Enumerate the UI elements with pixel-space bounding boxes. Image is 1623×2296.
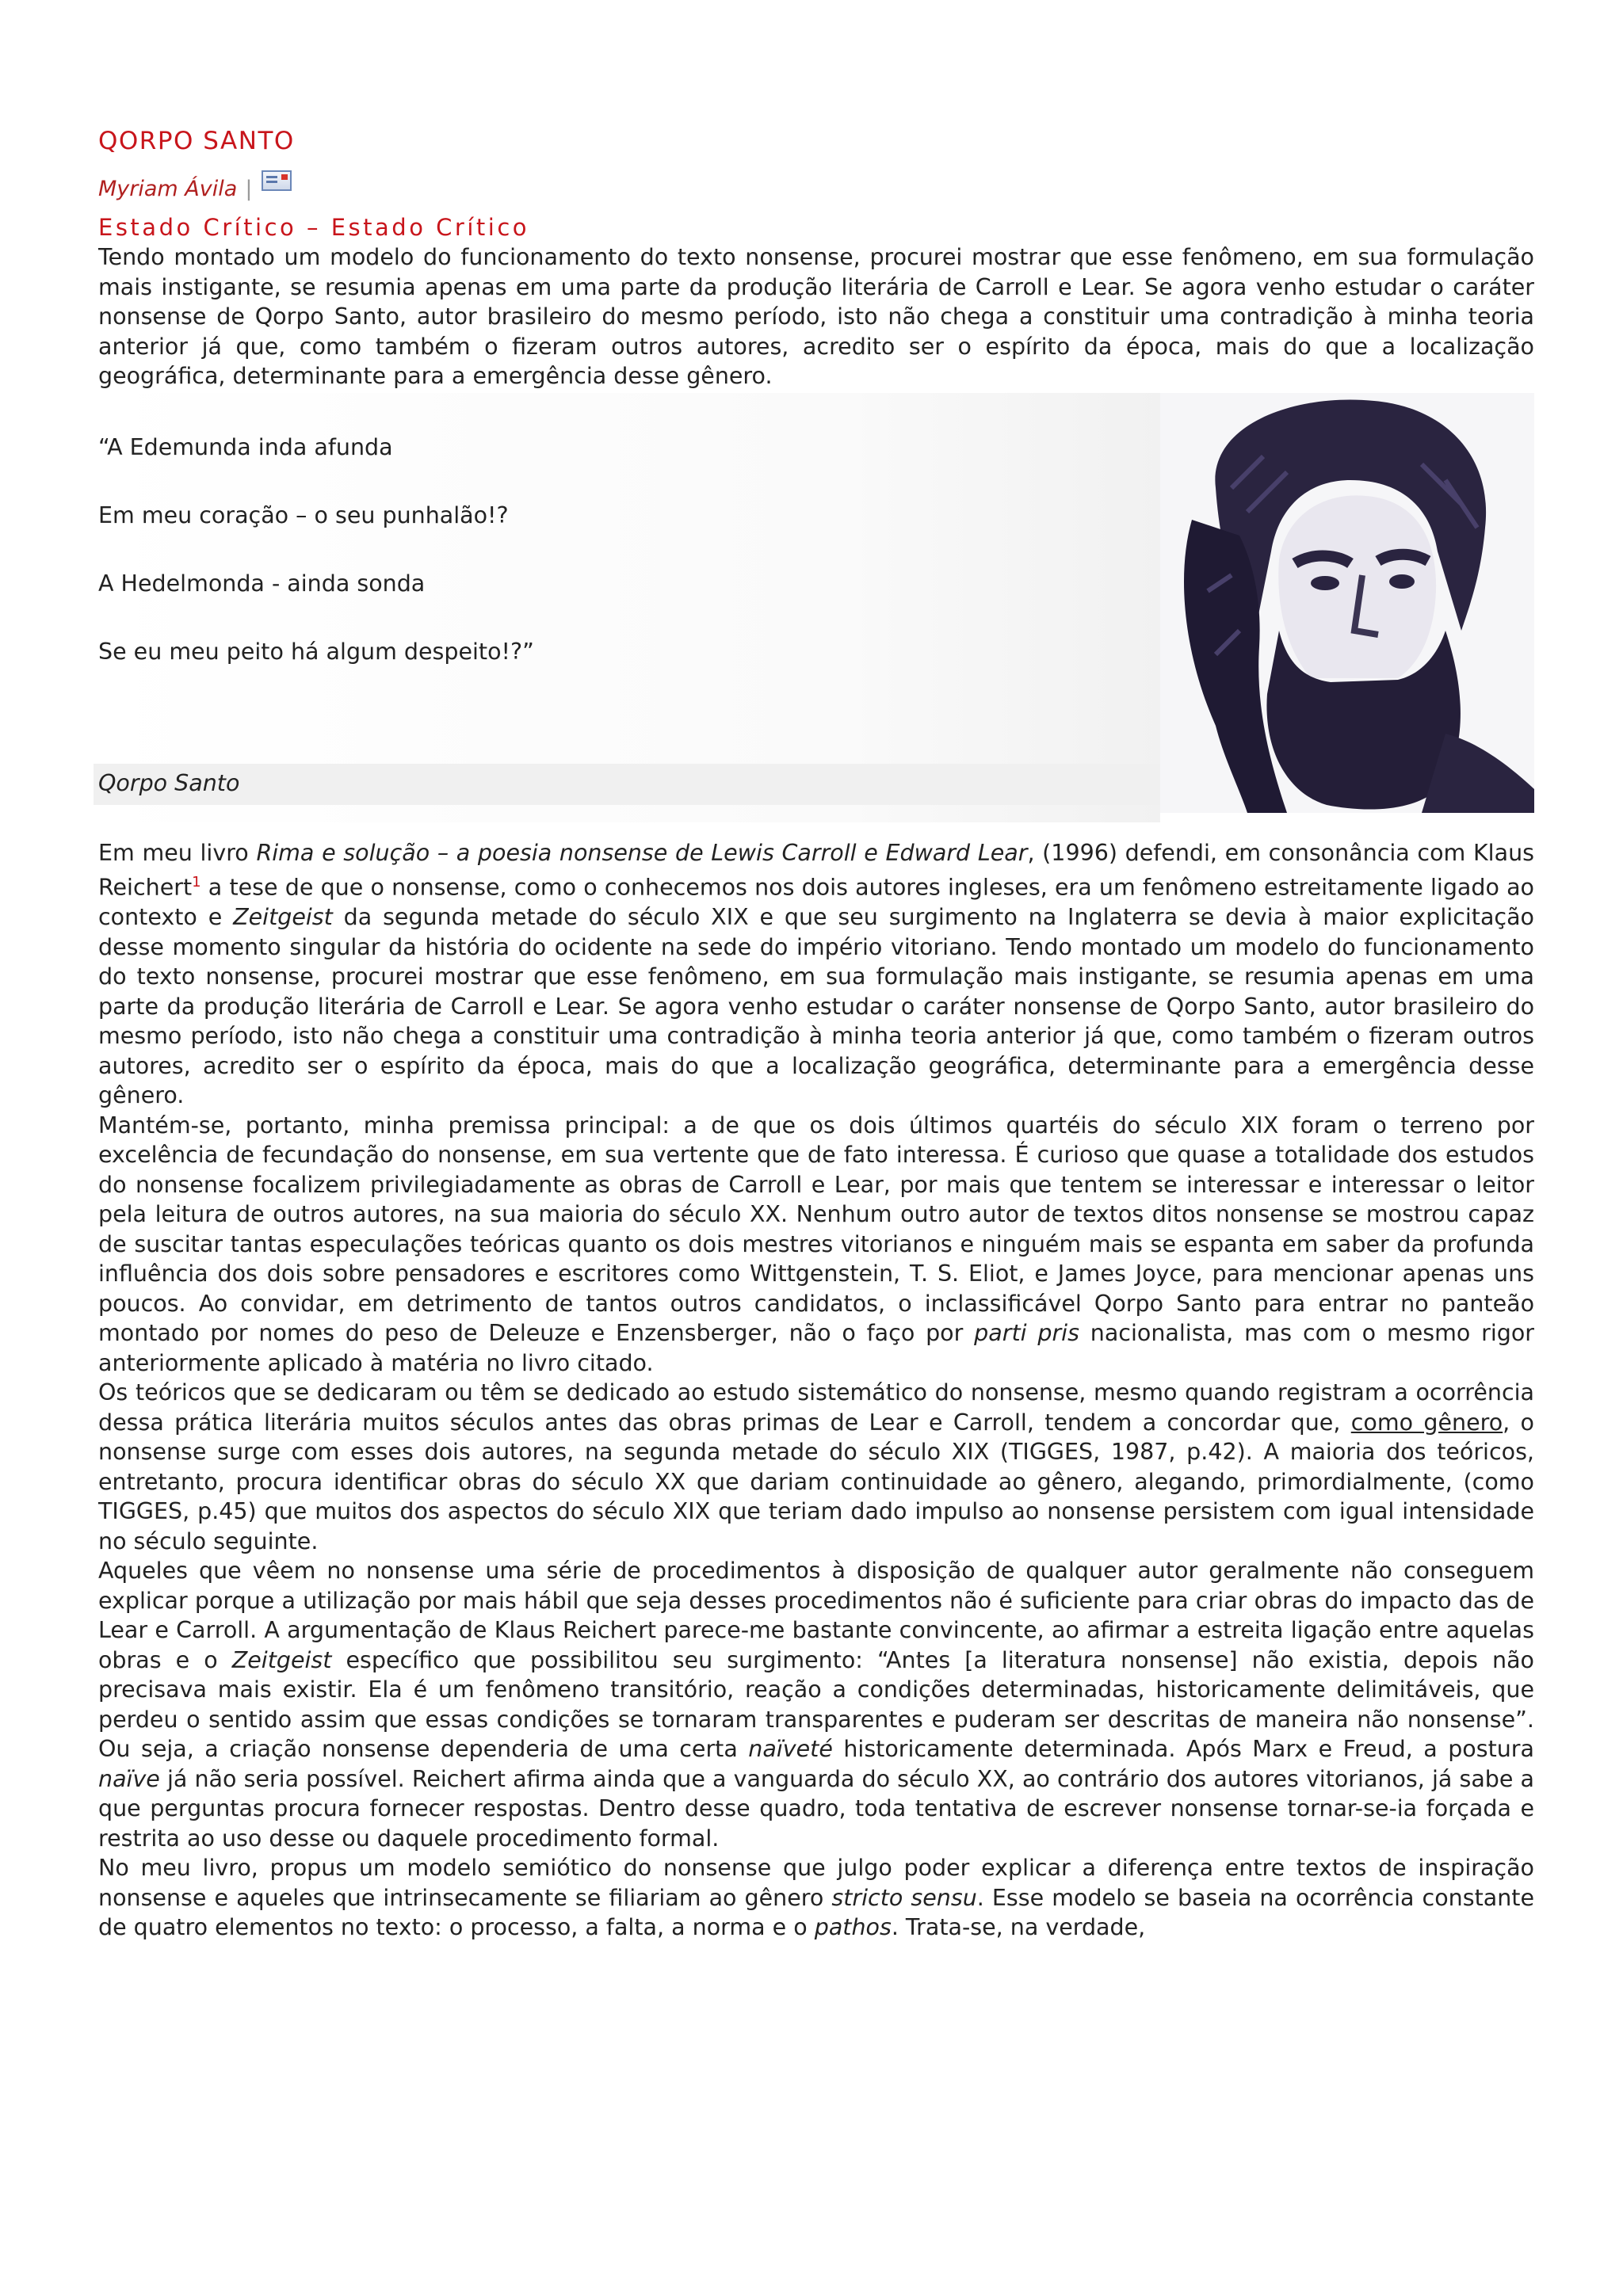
paragraph-5: No meu livro, propus um modelo semiótico do nonsense que julgo poder explicar a diferença entre textos de inspiração nonsense e aqueles que intrinsecamente se filiariam ao gênero stricto sensu. Esse modelo se baseia na ocorrência constante de quatro elementos no texto: o processo, a falta, a norma e o pathos. Trata-se, na verdade,	[98, 1855, 1534, 1940]
poem-block	[98, 393, 1534, 822]
paragraph-2: Mantém-se, portanto, minha premissa principal: a de que os dois últimos quartéis do século XIX foram o terreno por excelência de fecundação do nonsense, em sua vertente que de fato interessa. É curioso que quase a totalidade dos estudos do nonsense focalizem privilegiadamente as obras de Carroll e Lear, por mais que tentem se interessar e interessar o leitor pela leitura de outros autores, na sua maioria do século XX. Nenhum outro autor de textos ditos nonsense se mostrou capaz de suscitar tantas especulações teóricas quanto os dois mestres vitorianos e ninguém mais se espanta em saber da profunda influência dos dois sobre pensadores e escritores como Wittgenstein, T. S. Eliot, e James Joyce, para mencionar apenas uns poucos. Ao convidar, em detrimento de tantos outros candidatos, o inclassificável Qorpo Santo para entrar no panteão montado por nomes do peso de Deleuze e Enzensberger, não o faço por parti pris nacionalista, mas com o mesmo rigor anteriormente aplicado à matéria no livro citado.	[98, 1112, 1534, 1376]
underlined-term: como gênero	[1350, 1409, 1503, 1436]
author-separator: |	[245, 176, 253, 201]
book-title: Rima e solução – a poesia nonsense de Lewis Carroll e Edward Lear	[256, 839, 1028, 866]
section-label: Estado Crítico – Estado Crítico	[98, 214, 530, 241]
poem-line: Se eu meu peito há algum despeito!?”	[98, 638, 534, 665]
email-icon[interactable]	[262, 170, 292, 191]
paragraph-1: Em meu livro Rima e solução – a poesia nonsense de Lewis Carroll e Edward Lear, (1996) defendi, em consonância com Klaus Reichert$^1$ a tese de que o nonsense, como o conhecemos nos dois autores ingleses, era um fenômeno estreitamente ligado ao contexto e Zeitgeist da segunda metade do século XIX e que seu surgimento na Inglaterra se devia à maior explicitação desse momento singular da história do ocidente na sede do império vitoriano. Tendo montado um modelo do funcionamento do texto nonsense, procurei mostrar que esse fenômeno, em sua formulação mais instigante, se resumia apenas em uma parte da produção literária de Carroll e Lear. Se agora venho estudar o caráter nonsense de Qorpo Santo, autor brasileiro do mesmo período, isto não chega a constituir uma contradição à minha teoria anterior já que, como também o fizeram outros autores, acredito ser o espírito da época, mais do que a localização geográfica, determinante para a emergência desse gênero.	[98, 839, 1534, 1108]
poem-line: “A Edemunda inda afunda	[98, 433, 393, 460]
caption-bar	[94, 764, 1160, 805]
intro-paragraph: Tendo montado um modelo do funcionamento do texto nonsense, procurei mostrar que esse fenômeno, em sua formulação mais instigante, se resumia apenas em uma parte da produção literária de Carroll e Lear. Se agora venho estudar o caráter nonsense de Qorpo Santo, autor brasileiro do mesmo período, isto não chega a constituir uma contradição à minha teoria anterior já que, como também o fizeram outros autores, acredito ser o espírito da época, mais do que a localização geográfica, determinante para a emergência desse gênero.	[98, 244, 1534, 389]
page-title: QORPO SANTO	[98, 127, 295, 155]
portrait-image	[1160, 393, 1534, 813]
image-caption: Qorpo Santo	[98, 769, 240, 796]
author-link[interactable]: Myriam Ávila	[98, 176, 238, 201]
footnote-link[interactable]: 1	[192, 874, 201, 891]
poem-line: Em meu coração – o seu punhalão!?	[98, 502, 509, 528]
article	[98, 127, 1534, 1943]
paragraph-3: Os teóricos que se dedicaram ou têm se dedicado ao estudo sistemático do nonsense, mesmo quando registram a ocorrência dessa prática literária muitos séculos antes das obras primas de Lear e Carroll, tendem a concordar que, como gênero, o nonsense surge com esses dois autores, na segunda metade do século XIX (TIGGES, 1987, p.42). A maioria dos teóricos, entretanto, procura identificar obras do século XX que dariam continuidade ao gênero, alegando, primordialmente, (como TIGGES, p.45) que muitos dos aspectos do século XIX que teriam dado impulso ao nonsense persistem com igual intensidade no século seguinte.	[98, 1379, 1534, 1554]
poem-line: A Hedelmonda - ainda sonda	[98, 570, 426, 597]
author-line	[98, 173, 1534, 204]
paragraph-4: Aqueles que vêem no nonsense uma série de procedimentos à disposição de qualquer autor geralmente não conseguem explicar porque a utilização por mais hábil que seja desses procedimentos não é suficiente para criar obras do impacto das de Lear e Carroll. A argumentação de Klaus Reichert parece-me bastante convincente, ao afirmar a estreita ligação entre aquelas obras e o Zeitgeist específico que possibilitou seu surgimento: “Antes [a literatura nonsense] não existia, depois não precisava mais existir. Ela é um fenômeno transitório, reação a condições determinadas, historicamente delimitáveis, que perdeu o sentido assim que essas condições se tornaram transparentes e puderam ser descritas de maneira não nonsense”. Ou seja, a criação nonsense dependeria de uma certa naïveté historicamente determinada. Após Marx e Freud, a postura naïve já não seria possível. Reichert afirma ainda que a vanguarda do século XX, ao contrário dos autores vitorianos, já sabe a que perguntas procura fornecer respostas. Dentro desse quadro, toda tentativa de escrever nonsense tornar-se-ia forçada e restrita ao uso desse ou daquele procedimento formal.	[98, 1558, 1534, 1852]
